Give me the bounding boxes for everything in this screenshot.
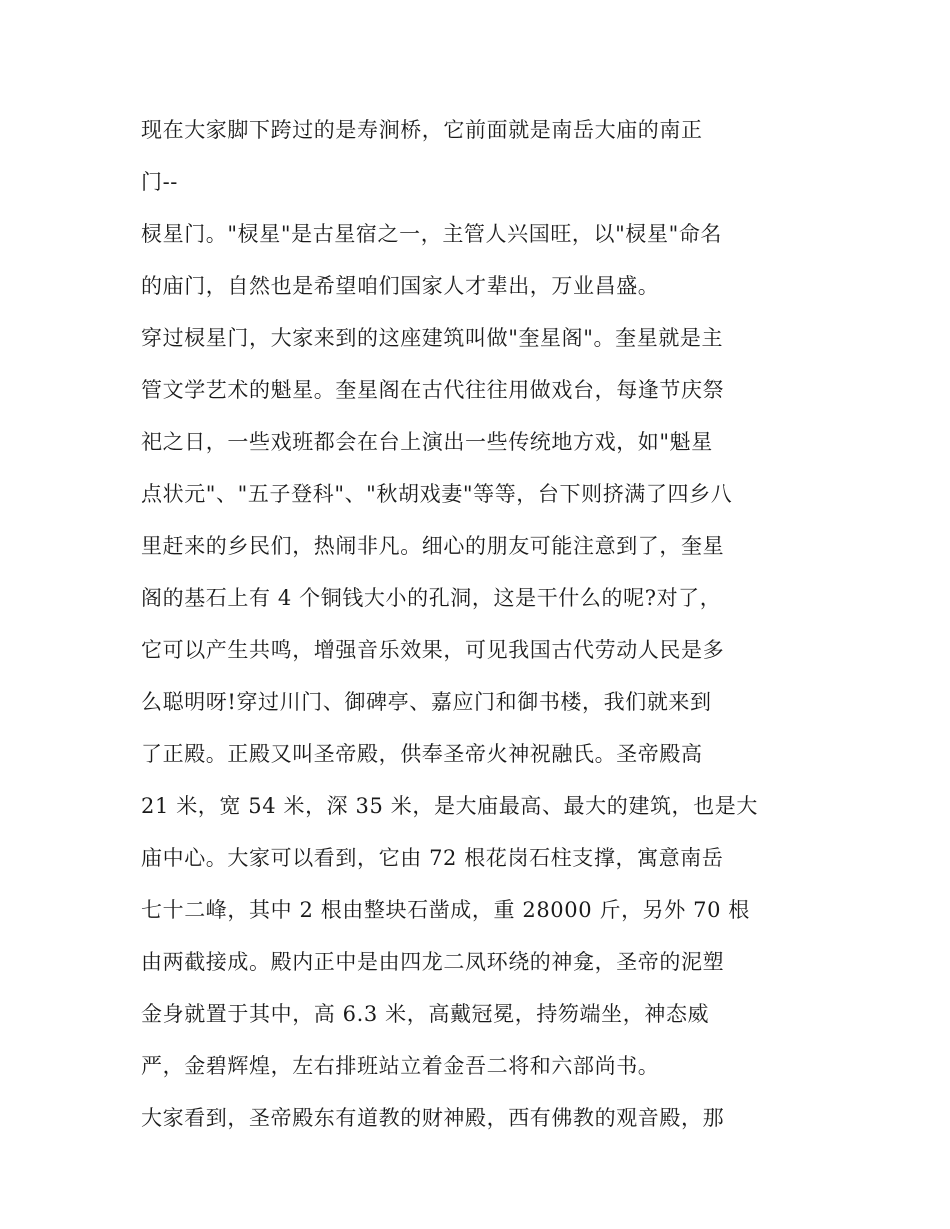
text-line: 穿过棂星门，大家来到的这座建筑叫做"奎星阁"。奎星就是主 xyxy=(141,326,724,350)
text-line: 21 米，宽 54 米，深 35 米，是大庙最高、最大的建筑，也是大 xyxy=(141,794,758,818)
text-line: 祀之日，一些戏班都会在台上演出一些传统地方戏，如"魁星 xyxy=(141,430,713,454)
text-line: 里赶来的乡民们，热闹非凡。细心的朋友可能注意到了，奎星 xyxy=(141,534,725,558)
text-line: 的庙门，自然也是希望咱们国家人才辈出，万业昌盛。 xyxy=(141,274,660,298)
text-line: 严，金碧辉煌，左右排班站立着金吾二将和六部尚书。 xyxy=(141,1054,660,1078)
text-line: 阁的基石上有 4 个铜钱大小的孔洞，这是干什么的呢?对了， xyxy=(141,586,722,610)
text-line: 点状元"、"五子登科"、"秋胡戏妻"等等，台下则挤满了四乡八 xyxy=(141,482,733,506)
text-line: 金身就置于其中，高 6.3 米，高戴冠冕，持笏端坐，神态威 xyxy=(141,1002,710,1026)
document-body xyxy=(141,104,821,1144)
text-line: 七十二峰，其中 2 根由整块石凿成，重 28000 斤，另外 70 根 xyxy=(141,898,750,922)
text-line: 现在大家脚下跨过的是寿涧桥，它前面就是南岳大庙的南正 xyxy=(141,118,703,142)
text-line: 庙中心。大家可以看到，它由 72 根花岗石柱支撑，寓意南岳 xyxy=(141,846,724,870)
text-line: 管文学艺术的魁星。奎星阁在古代往往用做戏台，每逢节庆祭 xyxy=(141,378,725,402)
text-line: 了正殿。正殿又叫圣帝殿，供奉圣帝火神祝融氏。圣帝殿高 xyxy=(141,742,703,766)
text-line: 棂星门。"棂星"是古星宿之一，主管人兴国旺，以"棂星"命名 xyxy=(141,222,723,246)
text-line: 门-- xyxy=(141,170,178,194)
text-line: 大家看到，圣帝殿东有道教的财神殿，西有佛教的观音殿，那 xyxy=(141,1106,725,1130)
text-line: 由两截接成。殿内正中是由四龙二凤环绕的神龛，圣帝的泥塑 xyxy=(141,950,725,974)
text-line: 它可以产生共鸣，增强音乐效果，可见我国古代劳动人民是多 xyxy=(141,638,725,662)
text-line: 么聪明呀!穿过川门、御碑亭、嘉应门和御书楼，我们就来到 xyxy=(141,690,712,714)
